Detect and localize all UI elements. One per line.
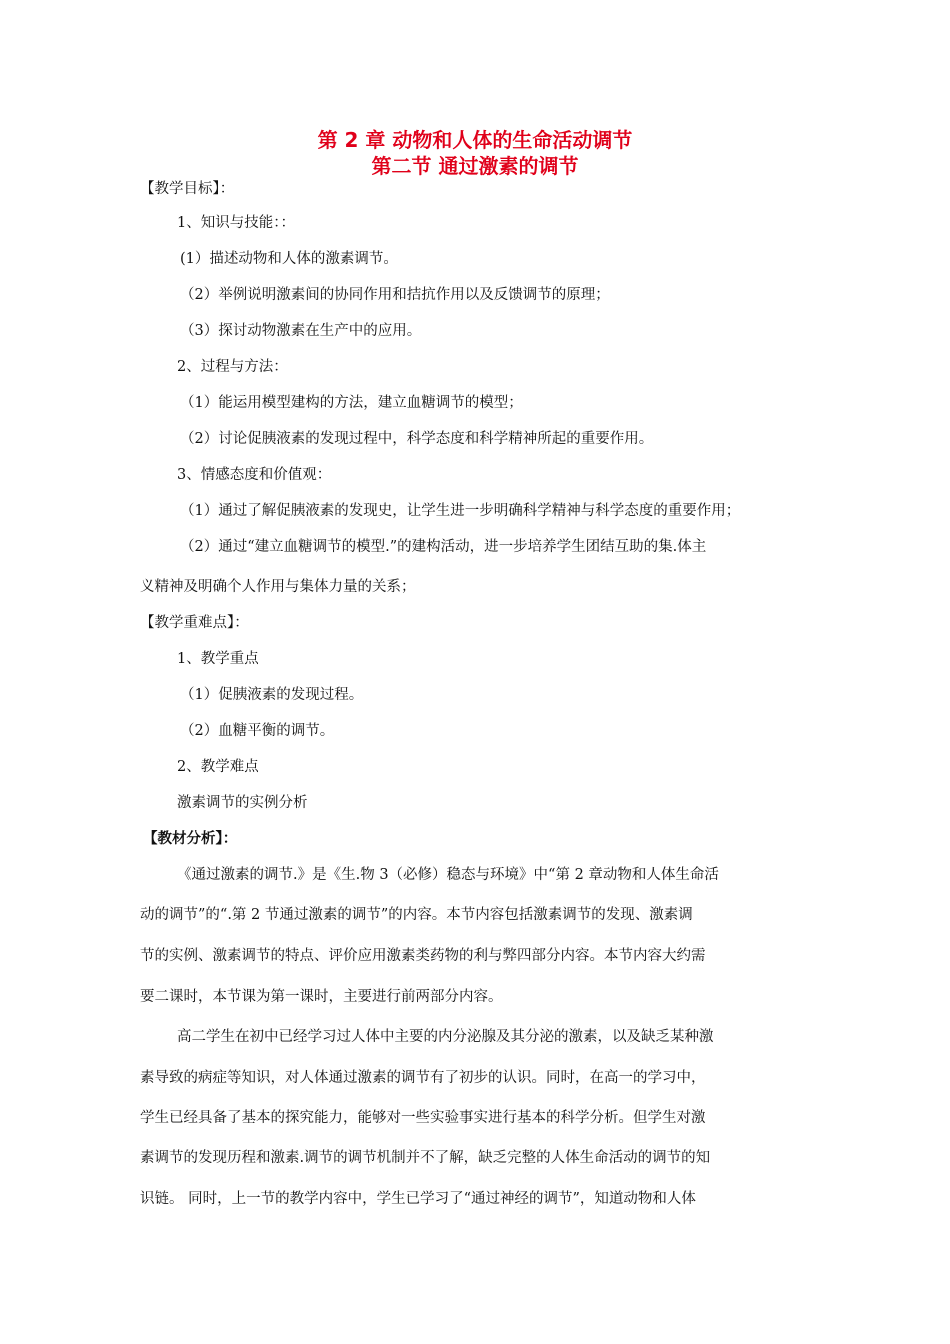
emotion-item-1: （1）通过了解促胰液素的发现史，让学生进一步明确科学精神与科学态度的重要作用；	[180, 503, 741, 519]
difficult-points-heading: 2、教学难点	[177, 759, 259, 775]
chapter-title: 第 2 章 动物和人体的生命活动调节	[317, 128, 633, 152]
knowledge-heading: 1、知识与技能：：	[177, 215, 295, 231]
difficulties-heading: 【教学重难点】：	[140, 615, 249, 631]
emotion-item-2-line-2: 义精神及明确个人作用与集体力量的关系；	[140, 579, 416, 595]
section-title: 第二节 通过激素的调节	[371, 154, 579, 178]
analysis-paragraph-2-line: 素导致的病症等知识，对人体通过激素的调节有了初步的认识。同时，在高一的学习中，	[140, 1070, 706, 1086]
key-points-heading: 1、教学重点	[177, 651, 259, 667]
analysis-paragraph-2-line: 识链。 同时，上一节的教学内容中，学生已学习了“通过神经的调节”，知道动物和人体	[140, 1191, 696, 1207]
analysis-heading: 【教材分析】：	[143, 830, 238, 847]
process-item-2: （2）讨论促胰液素的发现过程中，科学态度和科学精神所起的重要作用。	[180, 431, 654, 447]
analysis-paragraph-1-line: 节的实例、激素调节的特点、评价应用激素类药物的利与弊四部分内容。本节内容大约需	[140, 948, 706, 964]
key-point-1: （1）促胰液素的发现过程。	[180, 687, 364, 703]
knowledge-item-1: (1）描述动物和人体的激素调节。	[180, 251, 398, 267]
objectives-heading: 【教学目标】：	[140, 181, 235, 197]
analysis-paragraph-2-line: 素调节的发现历程和激素.调节的调节机制并不了解，缺乏完整的人体生命活动的调节的知	[140, 1150, 711, 1166]
process-heading: 2、过程与方法：	[177, 359, 288, 375]
analysis-paragraph-1-line: 要二课时，本节课为第一课时，主要进行前两部分内容。	[140, 989, 503, 1005]
analysis-paragraph-2-line: 学生已经具备了基本的探究能力，能够对一些实验事实进行基本的科学分析。但学生对激	[140, 1110, 706, 1126]
knowledge-item-3: （3）探讨动物激素在生产中的应用。	[180, 323, 422, 339]
analysis-paragraph-2-line: 高二学生在初中已经学习过人体中主要的内分泌腺及其分泌的激素，以及缺乏某种激	[177, 1029, 714, 1045]
knowledge-item-2: （2）举例说明激素间的协同作用和拮抗作用以及反馈调节的原理；	[180, 287, 610, 303]
difficult-point-1: 激素调节的实例分析	[177, 795, 308, 811]
emotion-heading: 3、情感态度和价值观：	[177, 467, 332, 483]
analysis-paragraph-1-line: 《通过激素的调节.》是《生.物 3（必修）稳态与环境》中“第 2 章动物和人体生命活	[177, 867, 719, 883]
analysis-paragraph-1-line: 动的调节”的“.第 2 节通过激素的调节”的内容。本节内容包括激素调节的发现、激素调	[140, 907, 693, 923]
emotion-item-2-line-1: （2）通过“建立血糖调节的模型.”的建构活动，进一步培养学生团结互助的集.体主	[180, 539, 707, 555]
key-point-2: （2）血糖平衡的调节。	[180, 723, 335, 739]
process-item-1: （1）能运用模型建构的方法，建立血糖调节的模型；	[180, 395, 523, 411]
